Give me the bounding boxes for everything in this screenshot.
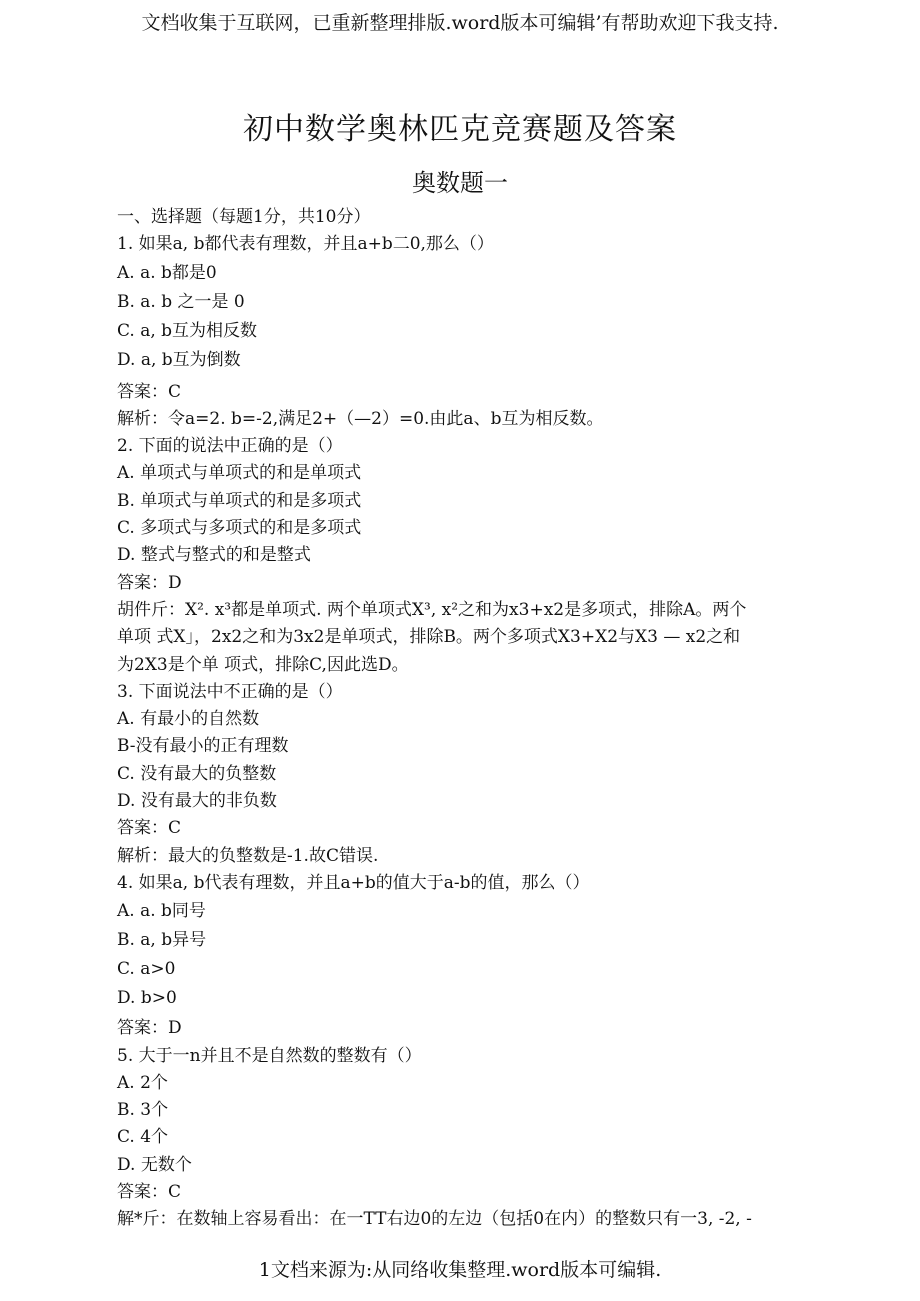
question-5-stem: 5. 大于一n并且不是自然数的整数有（）	[117, 1045, 422, 1066]
section-heading: 一、选择题（每题1分，共10分）	[117, 207, 371, 227]
question-3-option-b: B-没有最小的正有理数	[117, 736, 289, 757]
question-2-analysis-line-1: 胡件斤：X². x³都是单项式. 两个单项式X³, x²之和为x3+x2是多项式，排除A。两个	[117, 599, 747, 620]
question-5-option-a: A. 2个	[117, 1072, 168, 1093]
question-1-option-d: D. a, b互为倒数	[117, 349, 241, 370]
document-body	[117, 204, 817, 1234]
question-4-option-a: A. a. b同号	[117, 901, 206, 922]
question-3-stem: 3. 下面说法中不正确的是（）	[117, 681, 343, 702]
question-3-option-c: C. 没有最大的负整数	[117, 763, 277, 784]
question-1-stem: 1. 如果a, b都代表有理数，并且a+b二0,那么（）	[117, 234, 494, 255]
question-4-option-c: C. a>0	[117, 959, 176, 980]
question-5-option-b: B. 3个	[117, 1100, 169, 1121]
question-5-option-c: C. 4个	[117, 1127, 169, 1148]
question-2-option-b: B. 单项式与单项式的和是多项式	[117, 490, 362, 511]
question-3-answer: 答案：C	[117, 818, 182, 839]
document-title: 初中数学奥林匹克竞赛题及答案	[243, 112, 677, 147]
question-2-answer: 答案：D	[117, 572, 182, 593]
question-2-stem: 2. 下面的说法中正确的是（）	[117, 436, 343, 457]
question-5-option-d: D. 无数个	[117, 1154, 192, 1175]
page-header-note: 文档收集于互联网，已重新整理排版.word版本可编辑’有帮助欢迎下我支持.	[141, 12, 779, 34]
question-4-stem: 4. 如果a, b代表有理数，并且a+b的值大于a-b的值，那么（）	[117, 872, 590, 893]
question-3-option-d: D. 没有最大的非负数	[117, 791, 277, 812]
question-2-analysis-line-2: 单项 式X」，2x2之和为3x2是单项式，排除B。两个多项式X3+X2与X3 — x2之和	[117, 627, 741, 648]
question-2-option-a: A. 单项式与单项式的和是单项式	[117, 463, 362, 484]
question-1-answer: 答案：C	[117, 381, 182, 402]
page-footer-note: 1文档来源为:从同络收集整理.word版本可编辑.	[258, 1259, 662, 1281]
question-2-analysis-line-3: 为2X3是个单 项式，排除C,因此选D。	[117, 654, 409, 675]
question-1-analysis: 解析：令a=2. b=-2,满足2+（—2）=0.由此a、b互为相反数。	[117, 408, 604, 429]
question-2-option-d: D. 整式与整式的和是整式	[117, 545, 311, 566]
question-1-option-b: B. a. b 之一是 0	[117, 291, 245, 312]
question-3-analysis: 解析：最大的负整数是-1.故C错误.	[117, 845, 379, 866]
question-4-option-b: B. a, b异号	[117, 930, 207, 951]
question-1-option-c: C. a, b互为相反数	[117, 320, 258, 341]
question-2-option-c: C. 多项式与多项式的和是多项式	[117, 518, 362, 539]
question-1-option-a: A. a. b都是0	[117, 262, 217, 283]
question-5-answer: 答案：C	[117, 1182, 182, 1203]
document-subtitle: 奥数题一	[412, 169, 508, 197]
question-5-analysis: 解*斤：在数轴上容易看出：在一TT右边0的左边（包括0在内）的整数只有一3, -2, -	[117, 1209, 752, 1230]
question-4-option-d: D. b>0	[117, 988, 177, 1009]
question-3-option-a: A. 有最小的自然数	[117, 709, 260, 730]
question-4-answer: 答案：D	[117, 1018, 182, 1039]
